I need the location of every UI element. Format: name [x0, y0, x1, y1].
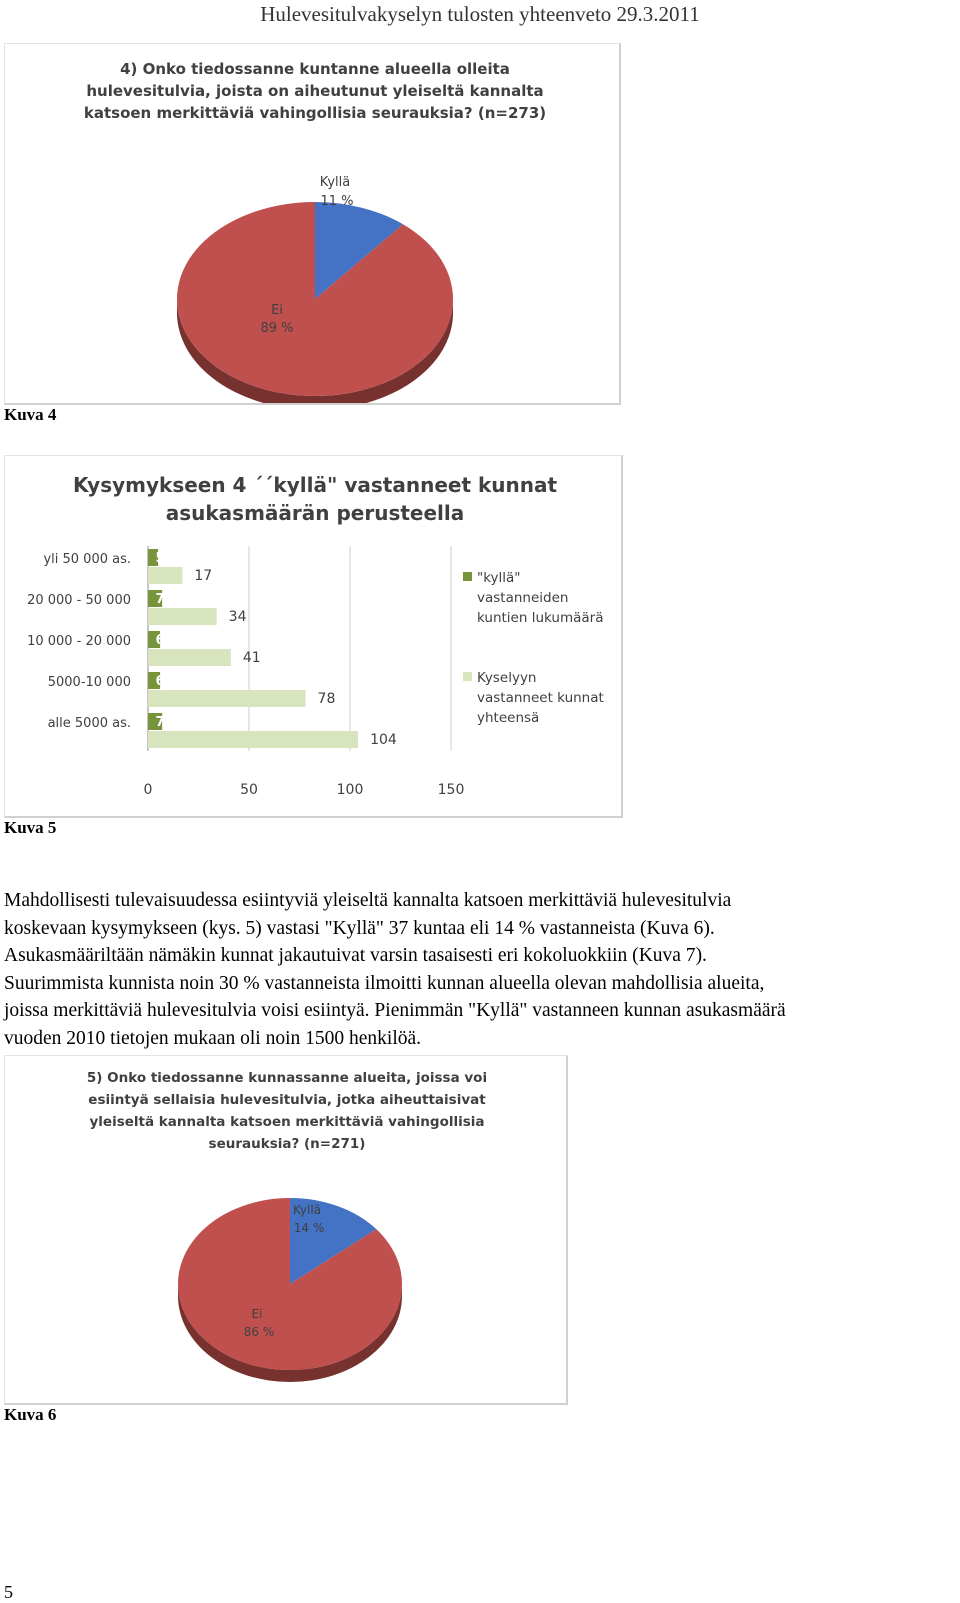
chart5-bar-series-1	[148, 690, 306, 707]
paragraph-line-1: Mahdollisesti tulevaisuudessa esiintyviä yleiseltä kannalta katsoen merkittäviä hulevesitulvia	[4, 890, 732, 911]
chart6-value-kylla: 14 %	[293, 1221, 325, 1235]
chart5-category-labels	[27, 552, 131, 731]
figure-5-caption: Kuva 5	[4, 818, 57, 837]
figure-4-caption: Kuva 4	[4, 405, 57, 424]
chart5-data-label-series-0: 6	[155, 674, 165, 689]
figure-5-svg	[5, 456, 621, 816]
chart5-bars	[148, 549, 397, 748]
chart5-bar-series-1	[148, 567, 182, 584]
figure-4-pie-chart	[4, 43, 621, 405]
figure-6-svg	[5, 1056, 566, 1403]
chart4-value-kylla: 11 %	[320, 194, 354, 209]
chart4-title-line-1: 4) Onko tiedossanne kuntanne alueella olleita	[120, 60, 510, 78]
chart5-bar-series-1	[148, 731, 358, 748]
chart5-data-label-series-0: 7	[155, 715, 165, 730]
paragraph-line-4: Suurimmista kunnista noin 30 % vastanneista ilmoitti kunnan alueella olevan mahdollisia alueita,	[4, 972, 765, 994]
legend-swatch-total	[463, 672, 472, 681]
paragraph-line-5: joissa merkittäviä hulevesitulvia voisi esiintyä. Pienimmän "Kyllä" vastanneen kunnan asukasmäärä	[4, 1000, 786, 1021]
legend-kylla-line-1: "kyllä"	[477, 570, 521, 586]
chart5-x-tick-100: 100	[336, 782, 364, 798]
paragraph-line-3-text: Asukasmääriltään nämäkin kunnat jakautuivat varsin tasaisesti eri kokoluokkiin (	[4, 945, 639, 966]
paragraph-line-2-end: ).	[703, 917, 715, 939]
chart5-x-tick-0: 0	[143, 782, 153, 798]
chart5-bar-series-1	[148, 608, 217, 625]
chart6-label-ei: Ei	[251, 1307, 263, 1321]
chart6-label-kylla: Kyllä	[292, 1203, 322, 1217]
paragraph-line-2-text: koskevaan kysymykseen (kys. 5) vastasi "Kyllä" 37 kuntaa eli 14 % vastanneista (	[4, 917, 647, 939]
chart5-legend	[463, 570, 604, 726]
paragraph-line-3-end: ).	[695, 945, 707, 966]
chart5-x-tick-50: 50	[240, 782, 258, 798]
chart5-category-label: alle 5000 as.	[47, 716, 131, 731]
legend-kylla-line-3: kuntien lukumäärä	[477, 610, 604, 626]
chart6-value-ei: 86 %	[243, 1325, 275, 1339]
chart5-data-label-series-0: 7	[155, 592, 165, 607]
chart4-label-kylla: Kyllä	[319, 175, 351, 190]
chart4-value-ei: 89 %	[260, 321, 294, 336]
chart4-label-ei: Ei	[271, 303, 283, 318]
legend-swatch-kylla-count	[463, 572, 472, 581]
chart5-data-label-series-1: 78	[317, 691, 336, 707]
chart6-title-line-2: esiintyä sellaisia hulevesitulvia, jotka aiheuttaisivat	[88, 1092, 486, 1108]
chart4-slice-ei	[177, 202, 453, 396]
chart6-title-line-1: 5) Onko tiedossanne kunnassanne alueita, joissa voi	[86, 1070, 488, 1086]
chart5-title-line-2: asukasmäärän perusteella	[165, 501, 465, 525]
chart5-bar-series-1	[148, 649, 231, 666]
chart5-x-tick-150: 150	[437, 782, 465, 798]
chart5-category-label: 5000-10 000	[47, 675, 131, 690]
chart6-title-line-4: seurauksia? (n=271)	[208, 1136, 366, 1152]
chart5-data-label-series-1: 17	[194, 568, 213, 584]
figure-6-pie-chart	[4, 1055, 568, 1405]
chart5-data-label-series-0: 6	[155, 633, 165, 648]
figure-5-bar-chart	[4, 455, 623, 818]
body-paragraph	[4, 887, 954, 1052]
chart5-x-ticks	[144, 782, 465, 798]
chart5-category-label: yli 50 000 as.	[43, 552, 131, 567]
paragraph-line-6: vuoden 2010 tietojen mukaan oli noin 1500 henkilöä.	[4, 1027, 422, 1049]
legend-total-line-3: yhteensä	[477, 710, 540, 726]
chart4-pie	[177, 202, 453, 403]
chart5-category-label: 10 000 - 20 000	[27, 634, 131, 649]
chart5-category-label: 20 000 - 50 000	[27, 593, 131, 608]
chart4-title-line-2: hulevesitulvia, joista on aiheutunut yleiseltä kannalta	[86, 82, 544, 100]
page-number: 5	[4, 1582, 13, 1602]
chart5-title-line-1: Kysymykseen 4 ´´kyllä" vastanneet kunnat	[72, 473, 558, 497]
page-header-title: Hulevesitulvakyselyn tulosten yhteenveto 29.3.2011	[260, 2, 700, 26]
chart5-data-label-series-1: 104	[370, 732, 397, 748]
link-kuva-6[interactable]: Kuva 6	[646, 917, 704, 939]
link-kuva-7[interactable]: Kuva 7	[638, 945, 696, 966]
chart6-pie	[178, 1198, 402, 1382]
figure-4-svg	[5, 44, 619, 403]
chart5-data-label-series-0: 5	[155, 551, 165, 566]
legend-kylla-line-2: vastanneiden	[477, 590, 569, 606]
chart4-title-line-3: katsoen merkittäviä vahingollisia seurauksia? (n=273)	[83, 104, 547, 122]
chart6-title-line-3: yleiseltä kannalta katsoen merkittäviä vahingollisia	[89, 1114, 485, 1130]
legend-total-line-1: Kyselyyn	[477, 670, 537, 686]
chart5-data-label-series-1: 34	[228, 609, 247, 625]
figure-6-caption: Kuva 6	[4, 1405, 57, 1424]
legend-total-line-2: vastanneet kunnat	[477, 690, 604, 706]
chart5-data-label-series-1: 41	[242, 650, 261, 666]
